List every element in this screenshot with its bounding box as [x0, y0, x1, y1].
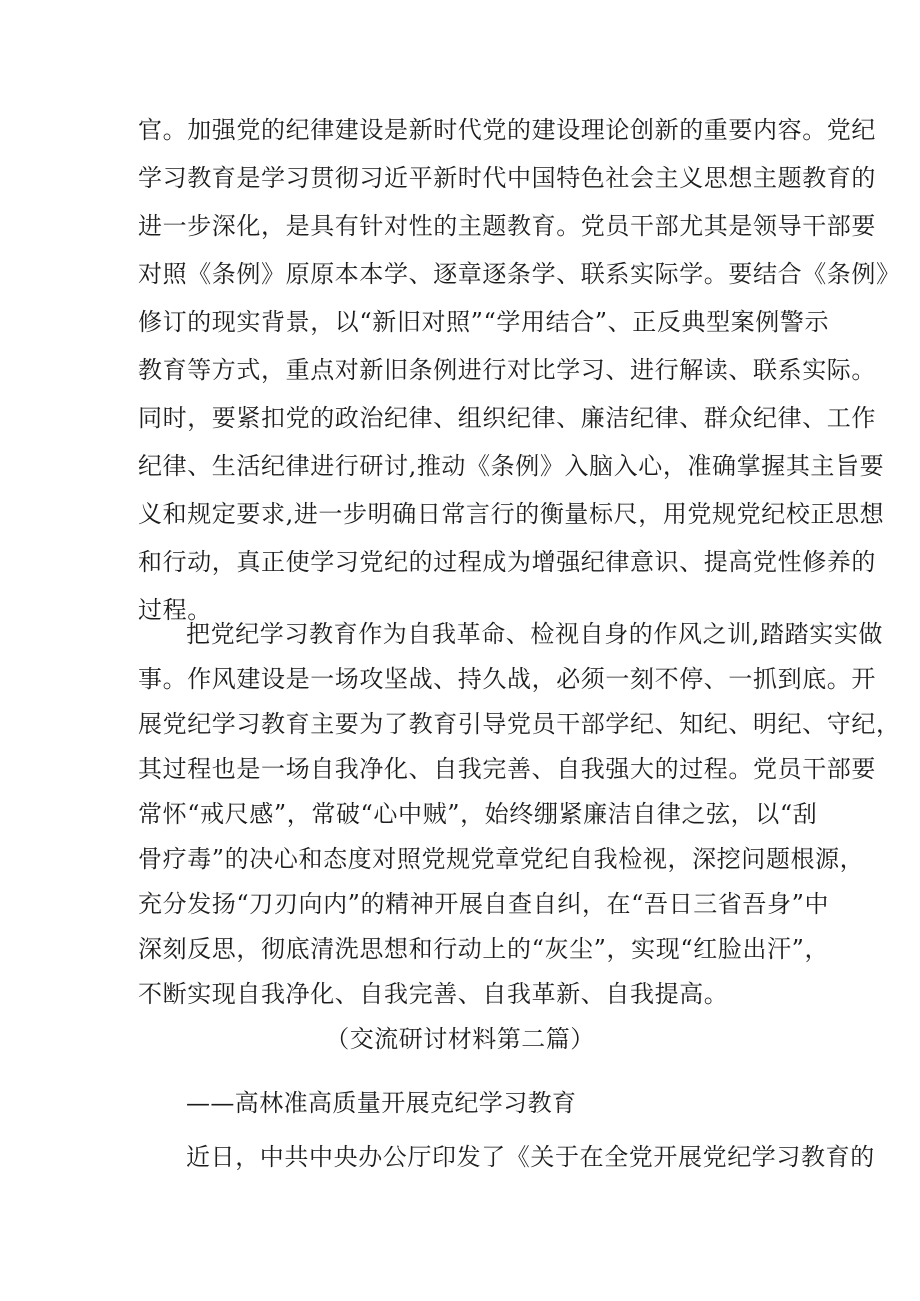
- paragraph-line: 事。作风建设是一场攻坚战、持久战，必须一刻不停、一抓到底。开: [138, 665, 876, 693]
- paragraph-line: 修订的现实背景，以“新旧对照”“学用结合”、正反典型案例警示: [138, 308, 830, 336]
- paragraph-3-first-line: 近日，中共中央办公厅印发了《关于在全党开展党纪学习教育的: [186, 1143, 875, 1171]
- paragraph-line: 把党纪学习教育作为自我革命、检视自身的作风之训,踏踏实实做: [186, 620, 884, 648]
- paragraph-line: 进一步深化，是具有针对性的主题教育。党员干部尤其是领导干部要: [138, 212, 876, 240]
- paragraph-line: 纪律、生活纪律进行研讨,推动《条例》入脑入心，准确掌握其主旨要: [138, 452, 885, 480]
- section-title: （交流研讨材料第二篇）: [325, 1025, 595, 1053]
- paragraph-line: 其过程也是一场自我净化、自我完善、自我强大的过程。党员干部要: [138, 755, 876, 783]
- paragraph-line: 义和规定要求,进一步明确日常言行的衡量标尺，用党规党纪校正思想: [138, 500, 885, 528]
- paragraph-line: 同时，要紧扣党的政治纪律、组织纪律、廉洁纪律、群众纪律、工作: [138, 404, 876, 432]
- paragraph-line: 充分发扬“刀刃向内”的精神开展自查自纠，在“吾日三省吾身”中: [138, 890, 830, 918]
- subtitle: ——高林准高质量开展克纪学习教育: [186, 1089, 577, 1117]
- paragraph-line: 骨疗毒”的决心和态度对照党规党章党纪自我检视，深挖问题根源，: [138, 845, 865, 873]
- paragraph-line: 和行动，真正使学习党纪的过程成为增强纪律意识、提高党性修养的: [138, 548, 876, 576]
- paragraph-line: 学习教育是学习贯彻习近平新时代中国特色社会主义思想主题教育的: [138, 164, 876, 192]
- paragraph-line: 常怀“戒尺感”，常破“心中贼”，始终绷紧廉洁自律之弦，以“刮: [138, 800, 818, 828]
- paragraph-line: 官。加强党的纪律建设是新时代党的建设理论创新的重要内容。党纪: [138, 116, 876, 144]
- paragraph-line: 过程。: [138, 596, 212, 624]
- paragraph-line: 深刻反思，彻底清洗思想和行动上的“灰尘”，实现“红脸出汗”，: [138, 935, 830, 963]
- paragraph-line: 对照《条例》原原本本学、逐章逐条学、联系实际学。要结合《条例》: [138, 260, 901, 288]
- paragraph-line: 不断实现自我净化、自我完善、自我革新、自我提高。: [138, 980, 729, 1008]
- paragraph-line: 展党纪学习教育主要为了教育引导党员干部学纪、知纪、明纪、守纪，: [138, 710, 901, 738]
- paragraph-line: 教育等方式，重点对新旧条例进行对比学习、进行解读、联系实际。: [138, 356, 876, 384]
